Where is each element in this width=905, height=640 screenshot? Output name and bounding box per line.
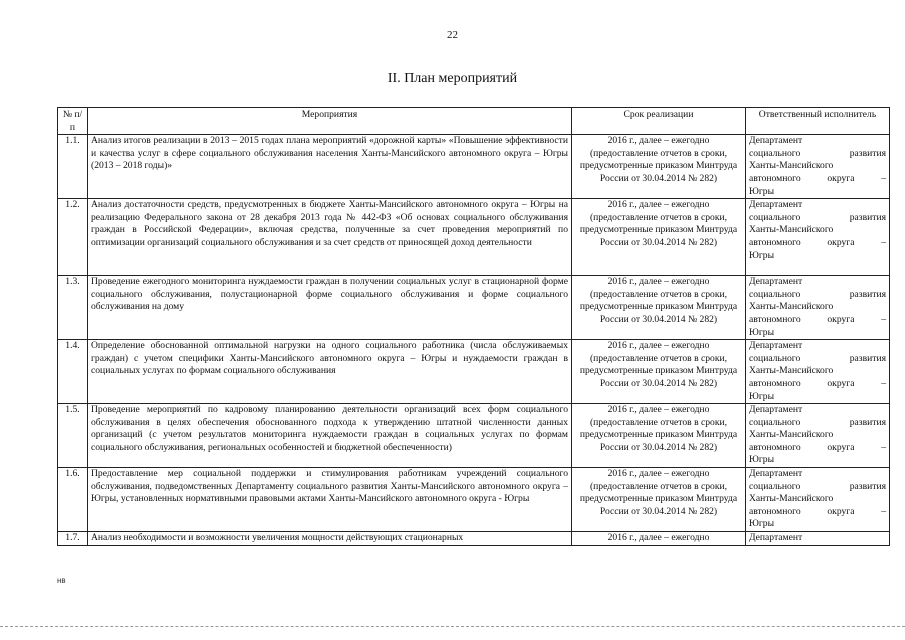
- responsible-line: Югры: [749, 185, 775, 197]
- row-number: 1.4.: [58, 340, 88, 404]
- responsible-line: Департамент: [749, 276, 803, 288]
- header-term: Срок реализации: [572, 108, 746, 135]
- responsible-line: Департамент: [749, 404, 803, 416]
- header-event: Мероприятия: [88, 108, 572, 135]
- table-row: [58, 135, 890, 199]
- plan-table: [57, 107, 890, 546]
- row-responsible: [746, 468, 890, 532]
- responsible-line: социального развития: [749, 416, 886, 428]
- row-responsible: [746, 340, 890, 404]
- row-event: Анализ достаточности средств, предусмотренных в бюджете Ханты-Мансийского автономного округа – Югры на реализацию Федерального закона от 28 декабря 2013 года № 442-ФЗ «Об основах социального обслуживания граждан в Российской Федерации», включая средства, полученные за счет проведения мероприятий по оптимизации организаций социального обслуживания и за счет средств от приносящей доход деятельности: [88, 199, 572, 276]
- responsible-line: автономного округа –: [749, 313, 886, 325]
- responsible-line: Департамент: [749, 532, 803, 544]
- responsible-line: Югры: [749, 454, 775, 466]
- responsible-line: Ханты-Мансийского: [749, 160, 834, 172]
- responsible-line: автономного округа –: [749, 441, 886, 453]
- responsible-line: Югры: [749, 390, 775, 402]
- row-number: 1.1.: [58, 135, 88, 199]
- row-term: 2016 г., далее – ежегодно (предоставление отчетов в сроки, предусмотренные приказом Минтруда России от 30.04.2014 № 282): [572, 135, 746, 199]
- scan-edge-divider: [0, 626, 905, 627]
- responsible-line: Департамент: [749, 468, 803, 480]
- footer-mark: нв: [57, 576, 66, 585]
- responsible-line: Югры: [749, 249, 775, 261]
- responsible-line: Югры: [749, 518, 775, 530]
- row-responsible: [746, 276, 890, 340]
- responsible-line: автономного округа –: [749, 377, 886, 389]
- responsible-line: социального развития: [749, 147, 886, 159]
- table-row: [58, 276, 890, 340]
- row-term: 2016 г., далее – ежегодно (предоставление отчетов в сроки, предусмотренные приказом Минтруда России от 30.04.2014 № 282): [572, 468, 746, 532]
- row-number: 1.3.: [58, 276, 88, 340]
- responsible-line: социального развития: [749, 211, 886, 223]
- responsible-line: Ханты-Мансийского: [749, 429, 834, 441]
- row-event: Определение обоснованной оптимальной нагрузки на одного социального работника (числа обслуживаемых граждан) с учетом специфики Ханты-Мансийского автономного округа – Югры и нуждаемости граждан в социальных услугах по формам социального обслуживания: [88, 340, 572, 404]
- responsible-line: социального развития: [749, 480, 886, 492]
- responsible-line: автономного округа –: [749, 172, 886, 184]
- responsible-line: социального развития: [749, 288, 886, 300]
- responsible-line: автономного округа –: [749, 505, 886, 517]
- responsible-line: социального развития: [749, 352, 886, 364]
- responsible-line: Ханты-Мансийского: [749, 365, 834, 377]
- responsible-line: Департамент: [749, 199, 803, 211]
- row-term: 2016 г., далее – ежегодно (предоставление отчетов в сроки, предусмотренные приказом Минтруда России от 30.04.2014 № 282): [572, 199, 746, 276]
- header-num: № п/п: [58, 108, 88, 135]
- responsible-line: Югры: [749, 326, 775, 338]
- header-responsible: Ответственный исполнитель: [746, 108, 890, 135]
- responsible-line: Департамент: [749, 135, 803, 147]
- table-row: [58, 468, 890, 532]
- row-term: 2016 г., далее – ежегодно (предоставление отчетов в сроки, предусмотренные приказом Минтруда России от 30.04.2014 № 282): [572, 404, 746, 468]
- responsible-line: Ханты-Мансийского: [749, 493, 834, 505]
- responsible-line: Ханты-Мансийского: [749, 224, 834, 236]
- row-term: 2016 г., далее – ежегодно (предоставление отчетов в сроки, предусмотренные приказом Минтруда России от 30.04.2014 № 282): [572, 340, 746, 404]
- row-term: 2016 г., далее – ежегодно: [572, 532, 746, 546]
- row-event: Проведение ежегодного мониторинга нуждаемости граждан в получении социальных услуг в стационарной форме социального обслуживания, полустационарной форме социального обслуживания и форме социального обслуживания на дому: [88, 276, 572, 340]
- row-number: 1.7.: [58, 532, 88, 546]
- section-title: II. План мероприятий: [387, 71, 518, 86]
- row-event: Анализ необходимости и возможности увеличения мощности действующих стационарных: [88, 532, 572, 546]
- responsible-line: Ханты-Мансийского: [749, 301, 834, 313]
- row-number: 1.6.: [58, 468, 88, 532]
- responsible-line: Департамент: [749, 340, 803, 352]
- row-event: Анализ итогов реализации в 2013 – 2015 годах плана мероприятий «дорожной карты» «Повышение эффективности и качества услуг в сфере социального обслуживания населения Ханты-Мансийского автономного округа – Югры (2013 – 2018 годы)»: [88, 135, 572, 199]
- row-responsible: [746, 404, 890, 468]
- row-event: Проведение мероприятий по кадровому планированию деятельности организаций всех форм социального обслуживания в целях обеспечения обоснованного подхода к утверждению штатной численности данных организаций (с учетом результатов мониторинга нуждаемости граждан в социальных услугах по формам социального обслуживания, региональных особенностей и бюджетной обеспеченности): [88, 404, 572, 468]
- table-row: [58, 340, 890, 404]
- row-number: 1.5.: [58, 404, 88, 468]
- table-header-row: [58, 108, 890, 135]
- page-number: 22: [447, 29, 458, 41]
- table-row: [58, 532, 890, 546]
- row-responsible: [746, 135, 890, 199]
- table-row: [58, 199, 890, 276]
- row-term: 2016 г., далее – ежегодно (предоставление отчетов в сроки, предусмотренные приказом Минтруда России от 30.04.2014 № 282): [572, 276, 746, 340]
- row-responsible: [746, 199, 890, 276]
- responsible-line: автономного округа –: [749, 236, 886, 248]
- row-event: Предоставление мер социальной поддержки и стимулирования работникам учреждений социального обслуживания, подведомственных Департаменту социального развития Ханты-Мансийского автономного округа – Югры, установленных нормативными правовыми актами Ханты-Мансийского автономного округа - Югры: [88, 468, 572, 532]
- table-row: [58, 404, 890, 468]
- row-number: 1.2.: [58, 199, 88, 276]
- row-responsible: [746, 532, 890, 546]
